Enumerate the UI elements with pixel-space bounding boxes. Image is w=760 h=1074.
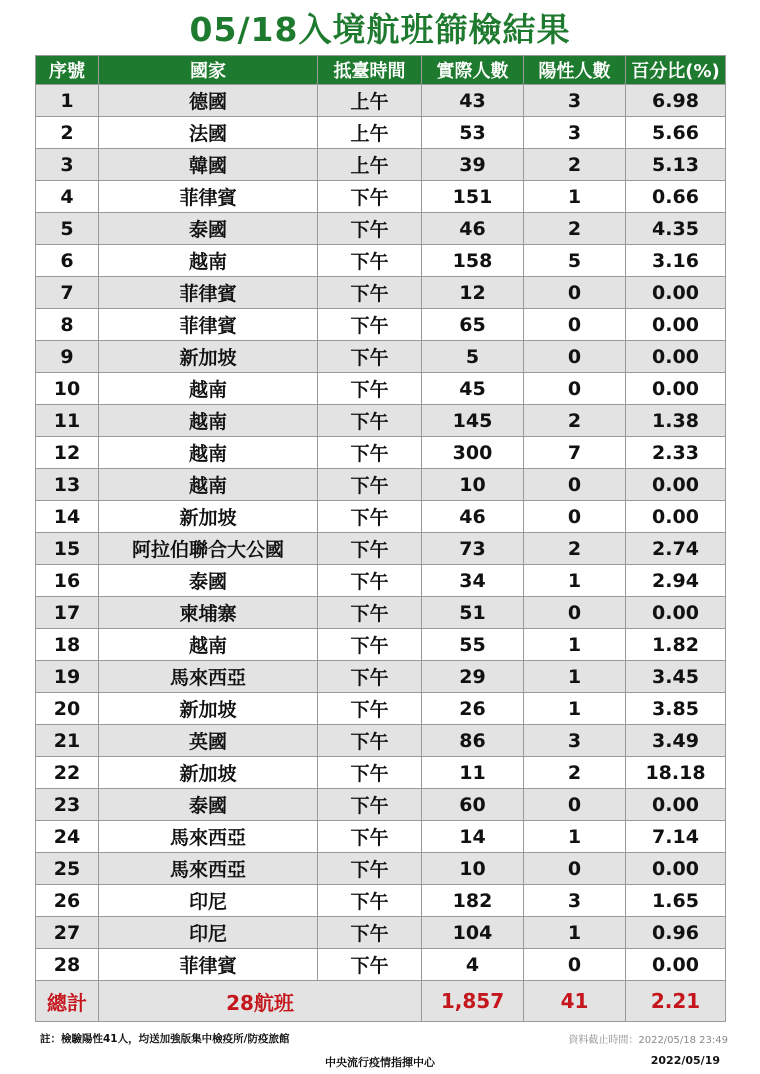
cell-percent: 0.96 xyxy=(626,917,726,949)
cell-arrival-time: 下午 xyxy=(318,501,422,533)
cell-actual-count: 182 xyxy=(422,885,524,917)
cell-country: 新加坡 xyxy=(99,693,318,725)
table-row xyxy=(36,917,726,949)
cell-actual-count: 55 xyxy=(422,629,524,661)
cell-arrival-time: 下午 xyxy=(318,789,422,821)
cell-serial: 23 xyxy=(36,789,99,821)
cell-serial: 14 xyxy=(36,501,99,533)
footnote: 註：檢驗陽性41人，均送加強版集中檢疫所/防疫旅館 xyxy=(40,1033,290,1045)
cell-country: 菲律賓 xyxy=(99,949,318,981)
cell-positive-count: 2 xyxy=(524,533,626,565)
cell-arrival-time: 下午 xyxy=(318,213,422,245)
table-row xyxy=(36,309,726,341)
cell-serial: 10 xyxy=(36,373,99,405)
cell-percent: 0.00 xyxy=(626,501,726,533)
cell-positive-count: 1 xyxy=(524,565,626,597)
cell-country: 新加坡 xyxy=(99,501,318,533)
cell-percent: 3.49 xyxy=(626,725,726,757)
header-positive-count: 陽性人數 xyxy=(524,56,626,85)
cell-actual-count: 12 xyxy=(422,277,524,309)
cell-arrival-time: 下午 xyxy=(318,373,422,405)
cell-country: 新加坡 xyxy=(99,341,318,373)
cell-actual-count: 45 xyxy=(422,373,524,405)
table-row xyxy=(36,149,726,181)
cell-country: 泰國 xyxy=(99,789,318,821)
cell-serial: 9 xyxy=(36,341,99,373)
cell-actual-count: 39 xyxy=(422,149,524,181)
cell-serial: 19 xyxy=(36,661,99,693)
cell-arrival-time: 下午 xyxy=(318,245,422,277)
cell-actual-count: 29 xyxy=(422,661,524,693)
table-row xyxy=(36,469,726,501)
cell-actual-count: 65 xyxy=(422,309,524,341)
cell-arrival-time: 下午 xyxy=(318,885,422,917)
cell-positive-count: 0 xyxy=(524,469,626,501)
cell-arrival-time: 下午 xyxy=(318,757,422,789)
cell-serial: 26 xyxy=(36,885,99,917)
cell-percent: 0.00 xyxy=(626,277,726,309)
total-percent: 2.21 xyxy=(626,981,726,1022)
cell-positive-count: 1 xyxy=(524,917,626,949)
table-row xyxy=(36,501,726,533)
cell-serial: 2 xyxy=(36,117,99,149)
cell-country: 越南 xyxy=(99,405,318,437)
cell-positive-count: 3 xyxy=(524,117,626,149)
table-header-row xyxy=(36,56,726,85)
total-people: 1,857 xyxy=(422,981,524,1022)
cell-actual-count: 5 xyxy=(422,341,524,373)
cell-serial: 27 xyxy=(36,917,99,949)
cell-country: 菲律賓 xyxy=(99,309,318,341)
cell-country: 英國 xyxy=(99,725,318,757)
header-serial: 序號 xyxy=(36,56,99,85)
cell-percent: 0.00 xyxy=(626,373,726,405)
cell-country: 法國 xyxy=(99,117,318,149)
cell-actual-count: 46 xyxy=(422,501,524,533)
cell-country: 阿拉伯聯合大公國 xyxy=(99,533,318,565)
cell-percent: 0.66 xyxy=(626,181,726,213)
cell-country: 越南 xyxy=(99,437,318,469)
cell-country: 新加坡 xyxy=(99,757,318,789)
table-row xyxy=(36,373,726,405)
cell-arrival-time: 下午 xyxy=(318,821,422,853)
table-row xyxy=(36,597,726,629)
cell-serial: 13 xyxy=(36,469,99,501)
cell-serial: 24 xyxy=(36,821,99,853)
cell-serial: 16 xyxy=(36,565,99,597)
cell-arrival-time: 下午 xyxy=(318,341,422,373)
cell-country: 越南 xyxy=(99,245,318,277)
cell-arrival-time: 下午 xyxy=(318,693,422,725)
cell-actual-count: 14 xyxy=(422,821,524,853)
cell-percent: 0.00 xyxy=(626,309,726,341)
cell-percent: 5.66 xyxy=(626,117,726,149)
total-row xyxy=(36,981,726,1022)
cell-arrival-time: 下午 xyxy=(318,437,422,469)
cell-percent: 3.85 xyxy=(626,693,726,725)
cell-serial: 28 xyxy=(36,949,99,981)
cell-serial: 7 xyxy=(36,277,99,309)
cell-percent: 0.00 xyxy=(626,853,726,885)
cell-serial: 3 xyxy=(36,149,99,181)
cell-actual-count: 34 xyxy=(422,565,524,597)
total-positive: 41 xyxy=(524,981,626,1022)
cell-arrival-time: 下午 xyxy=(318,853,422,885)
cell-percent: 2.74 xyxy=(626,533,726,565)
cell-arrival-time: 下午 xyxy=(318,917,422,949)
table-row xyxy=(36,693,726,725)
cell-positive-count: 7 xyxy=(524,437,626,469)
cell-positive-count: 0 xyxy=(524,277,626,309)
cell-actual-count: 4 xyxy=(422,949,524,981)
page-title: 05/18入境航班篩檢結果 xyxy=(189,10,571,49)
cell-actual-count: 86 xyxy=(422,725,524,757)
screening-results-table xyxy=(35,55,726,1022)
table-row xyxy=(36,405,726,437)
header-actual-count: 實際人數 xyxy=(422,56,524,85)
cell-country: 泰國 xyxy=(99,565,318,597)
table-row xyxy=(36,853,726,885)
cell-percent: 0.00 xyxy=(626,949,726,981)
cell-country: 印尼 xyxy=(99,885,318,917)
cell-arrival-time: 下午 xyxy=(318,725,422,757)
header-country: 國家 xyxy=(99,56,318,85)
cell-positive-count: 1 xyxy=(524,661,626,693)
cell-percent: 0.00 xyxy=(626,469,726,501)
table-row xyxy=(36,789,726,821)
table-body xyxy=(36,85,726,981)
cell-arrival-time: 下午 xyxy=(318,949,422,981)
cell-serial: 21 xyxy=(36,725,99,757)
cell-percent: 0.00 xyxy=(626,789,726,821)
cell-percent: 3.16 xyxy=(626,245,726,277)
table-row xyxy=(36,437,726,469)
cell-arrival-time: 下午 xyxy=(318,661,422,693)
cell-actual-count: 10 xyxy=(422,469,524,501)
cell-country: 越南 xyxy=(99,629,318,661)
cell-actual-count: 158 xyxy=(422,245,524,277)
cell-arrival-time: 下午 xyxy=(318,565,422,597)
cell-positive-count: 2 xyxy=(524,213,626,245)
cell-arrival-time: 下午 xyxy=(318,533,422,565)
table-row xyxy=(36,629,726,661)
cell-arrival-time: 下午 xyxy=(318,405,422,437)
cell-arrival-time: 下午 xyxy=(318,597,422,629)
cell-actual-count: 26 xyxy=(422,693,524,725)
cell-serial: 18 xyxy=(36,629,99,661)
cell-serial: 1 xyxy=(36,85,99,117)
issue-date: 2022/05/19 xyxy=(650,1054,720,1067)
cell-arrival-time: 下午 xyxy=(318,277,422,309)
table-row xyxy=(36,757,726,789)
cell-actual-count: 73 xyxy=(422,533,524,565)
cell-serial: 11 xyxy=(36,405,99,437)
cell-country: 德國 xyxy=(99,85,318,117)
header-arrival-time: 抵臺時間 xyxy=(318,56,422,85)
cell-arrival-time: 上午 xyxy=(318,85,422,117)
cell-actual-count: 60 xyxy=(422,789,524,821)
cell-actual-count: 151 xyxy=(422,181,524,213)
table-row xyxy=(36,821,726,853)
table-row xyxy=(36,181,726,213)
cell-positive-count: 2 xyxy=(524,149,626,181)
cell-percent: 6.98 xyxy=(626,85,726,117)
cell-percent: 1.65 xyxy=(626,885,726,917)
cell-percent: 18.18 xyxy=(626,757,726,789)
cell-country: 菲律賓 xyxy=(99,277,318,309)
cell-country: 越南 xyxy=(99,373,318,405)
cell-percent: 3.45 xyxy=(626,661,726,693)
cell-arrival-time: 下午 xyxy=(318,309,422,341)
cell-percent: 2.94 xyxy=(626,565,726,597)
cell-positive-count: 5 xyxy=(524,245,626,277)
cell-positive-count: 1 xyxy=(524,181,626,213)
cell-country: 泰國 xyxy=(99,213,318,245)
cell-positive-count: 0 xyxy=(524,501,626,533)
cell-arrival-time: 上午 xyxy=(318,117,422,149)
cell-serial: 12 xyxy=(36,437,99,469)
table-row xyxy=(36,85,726,117)
cell-country: 韓國 xyxy=(99,149,318,181)
cell-serial: 5 xyxy=(36,213,99,245)
issuing-organization: 中央流行疫情指揮中心 xyxy=(325,1056,435,1069)
table-row xyxy=(36,117,726,149)
cell-actual-count: 104 xyxy=(422,917,524,949)
cell-actual-count: 53 xyxy=(422,117,524,149)
cell-positive-count: 0 xyxy=(524,597,626,629)
table-row xyxy=(36,949,726,981)
cell-percent: 5.13 xyxy=(626,149,726,181)
cell-serial: 15 xyxy=(36,533,99,565)
cell-arrival-time: 上午 xyxy=(318,149,422,181)
table-row xyxy=(36,661,726,693)
cell-positive-count: 0 xyxy=(524,853,626,885)
total-flights: 28航班 xyxy=(99,981,422,1022)
cell-actual-count: 300 xyxy=(422,437,524,469)
cell-percent: 2.33 xyxy=(626,437,726,469)
cell-positive-count: 1 xyxy=(524,693,626,725)
cell-percent: 0.00 xyxy=(626,341,726,373)
cell-arrival-time: 下午 xyxy=(318,629,422,661)
cell-country: 馬來西亞 xyxy=(99,853,318,885)
cell-positive-count: 1 xyxy=(524,821,626,853)
cell-percent: 4.35 xyxy=(626,213,726,245)
header-percent: 百分比(%) xyxy=(626,56,726,85)
cell-positive-count: 1 xyxy=(524,629,626,661)
cell-actual-count: 51 xyxy=(422,597,524,629)
cell-positive-count: 2 xyxy=(524,405,626,437)
cell-actual-count: 43 xyxy=(422,85,524,117)
cell-percent: 1.82 xyxy=(626,629,726,661)
cell-actual-count: 11 xyxy=(422,757,524,789)
cell-percent: 0.00 xyxy=(626,597,726,629)
cell-positive-count: 3 xyxy=(524,85,626,117)
table-row xyxy=(36,565,726,597)
cell-actual-count: 46 xyxy=(422,213,524,245)
cell-arrival-time: 下午 xyxy=(318,181,422,213)
cell-country: 馬來西亞 xyxy=(99,821,318,853)
cell-positive-count: 0 xyxy=(524,373,626,405)
cell-serial: 8 xyxy=(36,309,99,341)
cell-arrival-time: 下午 xyxy=(318,469,422,501)
cell-country: 印尼 xyxy=(99,917,318,949)
cell-positive-count: 0 xyxy=(524,341,626,373)
cell-positive-count: 0 xyxy=(524,309,626,341)
cell-percent: 7.14 xyxy=(626,821,726,853)
table-row xyxy=(36,885,726,917)
total-label: 總計 xyxy=(36,981,99,1022)
table-row xyxy=(36,725,726,757)
cell-serial: 20 xyxy=(36,693,99,725)
cell-country: 柬埔寨 xyxy=(99,597,318,629)
cell-positive-count: 2 xyxy=(524,757,626,789)
cell-positive-count: 3 xyxy=(524,725,626,757)
cell-positive-count: 3 xyxy=(524,885,626,917)
cell-serial: 4 xyxy=(36,181,99,213)
cell-actual-count: 10 xyxy=(422,853,524,885)
cell-positive-count: 0 xyxy=(524,949,626,981)
table-row xyxy=(36,277,726,309)
cell-serial: 6 xyxy=(36,245,99,277)
cell-actual-count: 145 xyxy=(422,405,524,437)
cell-country: 馬來西亞 xyxy=(99,661,318,693)
table-row xyxy=(36,341,726,373)
table-row xyxy=(36,245,726,277)
cell-serial: 22 xyxy=(36,757,99,789)
table-row xyxy=(36,213,726,245)
cell-percent: 1.38 xyxy=(626,405,726,437)
cell-serial: 17 xyxy=(36,597,99,629)
table-row xyxy=(36,533,726,565)
cell-serial: 25 xyxy=(36,853,99,885)
cell-country: 菲律賓 xyxy=(99,181,318,213)
cell-positive-count: 0 xyxy=(524,789,626,821)
cell-country: 越南 xyxy=(99,469,318,501)
data-cutoff-time: 資料截止時間：2022/05/18 23:49 xyxy=(568,1035,728,1046)
